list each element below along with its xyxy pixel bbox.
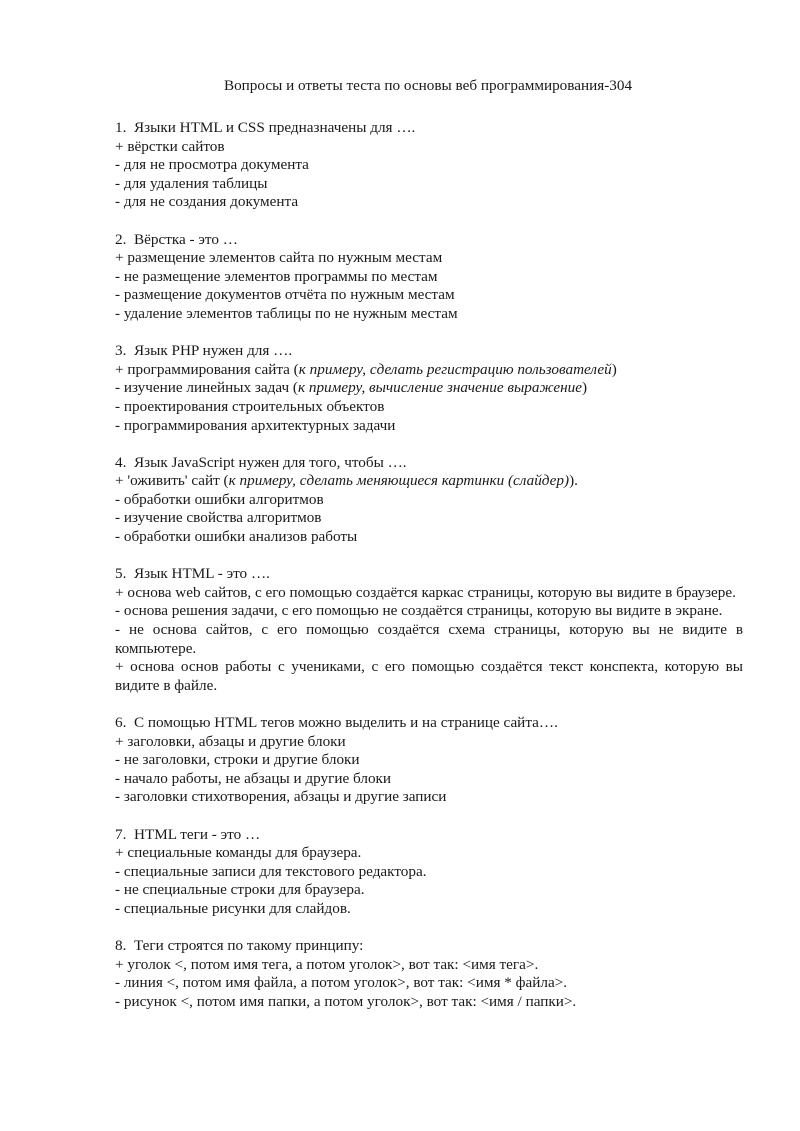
answer-option: - для не создания документа xyxy=(115,193,299,211)
answer-text-end: ) xyxy=(611,360,617,378)
question-number: 6. xyxy=(115,714,127,731)
answer-option: - обработки ошибки алгоритмов xyxy=(115,490,324,508)
answer-option: - удаление элементов таблицы по не нужным местам xyxy=(115,304,458,322)
question-number: 2. xyxy=(115,230,127,248)
answer-option: - для удаления таблицы xyxy=(115,174,268,192)
question-block xyxy=(115,231,743,324)
question-number: 5. xyxy=(115,565,127,583)
answer-option: + вёрстки сайтов xyxy=(115,137,225,155)
document-page xyxy=(115,76,743,1030)
answer-example: к примеру, сделать меняющиеся картинки (слайдер) xyxy=(228,472,570,490)
answer-option: - для не просмотра документа xyxy=(115,156,309,174)
answer-option: - не размещение элементов программы по местам xyxy=(115,267,438,285)
answer-option: + специальные команды для браузера. xyxy=(115,844,362,862)
answer-option: - проектирования строительных объектов xyxy=(115,397,385,415)
answer-option xyxy=(115,361,743,380)
question-list xyxy=(115,119,743,1012)
answer-option: + размещение элементов сайта по нужным местам xyxy=(115,249,443,267)
question-block xyxy=(115,826,743,919)
question-label: Теги строятся по такому принципу: xyxy=(133,937,364,955)
question-block xyxy=(115,937,743,1011)
answer-option: - размещение документов отчёта по нужным местам xyxy=(115,286,455,304)
answer-example: к примеру, сделать регистрацию пользователей xyxy=(298,360,612,378)
question-label: Вёрстка - это … xyxy=(133,230,238,248)
question-text xyxy=(115,454,743,473)
question-text xyxy=(115,231,743,250)
answer-option: - обработки ошибки анализов работы xyxy=(115,528,358,546)
answer-option: - рисунок <, потом имя папки, а потом уголок>, вот так: <имя / папки>. xyxy=(115,992,577,1010)
question-label: Язык JavaScript нужен для того, чтобы …. xyxy=(133,453,407,471)
question-label: Язык PHP нужен для …. xyxy=(133,342,293,360)
question-number: 1. xyxy=(115,119,127,136)
question-label: HTML теги - это … xyxy=(133,825,261,843)
answer-option xyxy=(115,379,743,398)
question-block xyxy=(115,565,743,695)
answer-text: + 'оживить' сайт ( xyxy=(115,472,229,490)
question-number: 4. xyxy=(115,453,127,471)
question-number: 7. xyxy=(115,825,127,843)
answer-option xyxy=(115,472,743,491)
answer-option: - специальные рисунки для слайдов. xyxy=(115,899,351,917)
answer-text-end: ) xyxy=(582,379,588,397)
question-text xyxy=(115,937,743,956)
question-text xyxy=(115,342,743,361)
answer-option: - не специальные строки для браузера. xyxy=(115,881,365,899)
answer-option: - не основа сайтов, с его помощью создаётся схема страницы, которую вы не видите в компьютере. xyxy=(115,621,743,657)
answer-option: - заголовки стихотворения, абзацы и другие записи xyxy=(115,788,447,806)
document-title: Вопросы и ответы теста по основы веб программирования-304 xyxy=(223,77,633,94)
answer-text: - изучение линейных задач ( xyxy=(115,379,298,397)
question-number: 8. xyxy=(115,937,127,955)
question-label: Языки HTML и CSS предназначены для …. xyxy=(133,119,416,136)
answer-text-end: ). xyxy=(569,472,578,490)
question-block xyxy=(115,119,743,212)
question-number: 3. xyxy=(115,342,127,360)
answer-option: - программирования архитектурных задачи xyxy=(115,416,396,434)
question-block xyxy=(115,714,743,807)
answer-option: - основа решения задачи, с его помощью не создаётся страницы, которую вы видите в экране. xyxy=(115,602,723,620)
question-text xyxy=(115,119,743,138)
answer-text: + программирования сайта ( xyxy=(115,360,299,378)
question-text xyxy=(115,565,743,584)
answer-option: + основа основ работы с учениками, с его помощью создаётся текст конспекта, которую вы видите в файле. xyxy=(115,658,743,694)
question-label: С помощью HTML тегов можно выделить и на странице сайта…. xyxy=(133,714,558,731)
answer-option: - не заголовки, строки и другие блоки xyxy=(115,751,360,769)
answer-option: - специальные записи для текстового редактора. xyxy=(115,862,427,880)
answer-option: - начало работы, не абзацы и другие блоки xyxy=(115,769,392,787)
question-text xyxy=(115,714,743,733)
question-label: Язык HTML - это …. xyxy=(133,565,270,583)
question-block xyxy=(115,454,743,547)
answer-example: к примеру, вычисление значение выражение xyxy=(297,379,583,397)
question-text xyxy=(115,826,743,845)
question-block xyxy=(115,342,743,435)
answer-option: + основа web сайтов, с его помощью создаётся каркас страницы, которую вы видите в браузере. xyxy=(115,583,736,601)
answer-option: + уголок <, потом имя тега, а потом уголок>, вот так: <имя тега>. xyxy=(115,955,539,973)
answer-option: - изучение свойства алгоритмов xyxy=(115,509,322,527)
answer-option: - линия <, потом имя файла, а потом уголок>, вот так: <имя * файла>. xyxy=(115,974,568,992)
answer-option: + заголовки, абзацы и другие блоки xyxy=(115,732,346,750)
